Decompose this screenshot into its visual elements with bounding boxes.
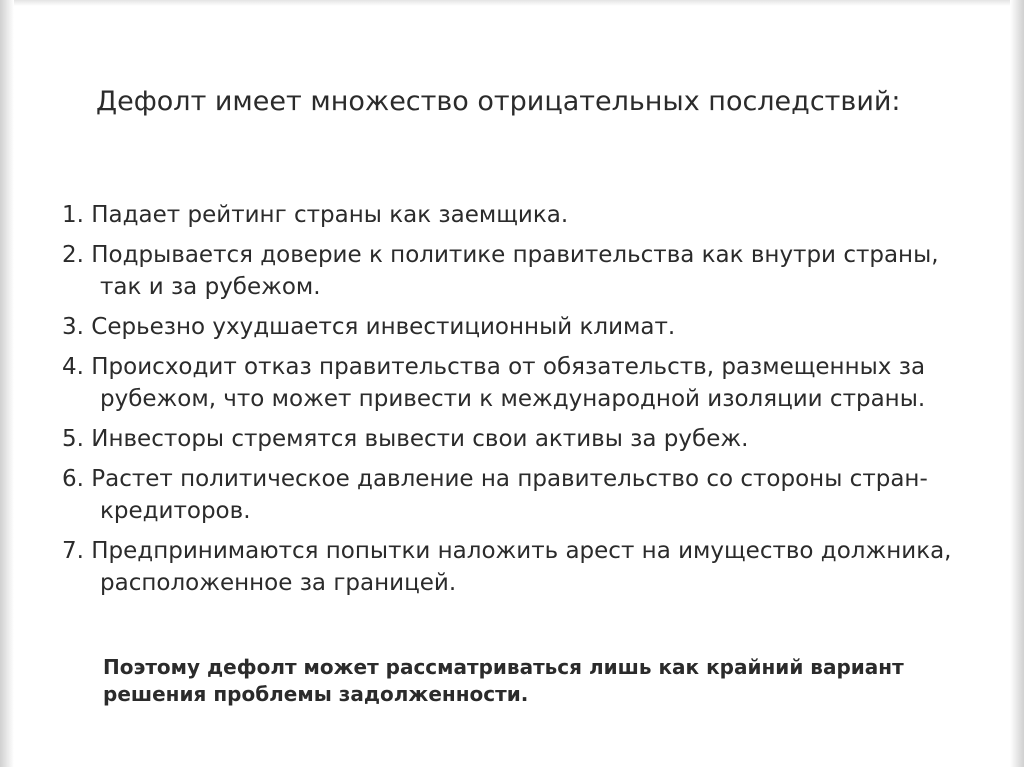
consequences-list [62, 199, 962, 607]
slide-frame-top [0, 0, 1024, 6]
slide-frame-right [1010, 0, 1024, 767]
consequence-item-1: 1. Падает рейтинг страны как заемщика. [62, 202, 569, 228]
slide-title: Дефолт имеет множество отрицательных последствий: [96, 86, 901, 117]
conclusion-text: Поэтому дефолт может рассматриваться лишь как крайний вариант решения проблемы задолженности. [103, 655, 904, 706]
consequence-item-2: 2. Подрывается доверие к политике правительства как внутри страны, так и за рубежом. [62, 242, 939, 300]
consequence-item-5: 5. Инвесторы стремятся вывести свои активы за рубеж. [62, 426, 749, 452]
slide-frame-left [0, 0, 14, 767]
consequence-item-4: 4. Происходит отказ правительства от обязательств, размещенных за рубежом, что может привести к международной изоляции страны. [62, 354, 926, 412]
consequence-item-7: 7. Предпринимаются попытки наложить арест на имущество должника, расположенное за границей. [62, 538, 952, 596]
consequence-item-6: 6. Растет политическое давление на правительство со стороны стран-кредиторов. [62, 466, 928, 524]
consequence-item-3: 3. Серьезно ухудшается инвестиционный климат. [62, 314, 676, 340]
